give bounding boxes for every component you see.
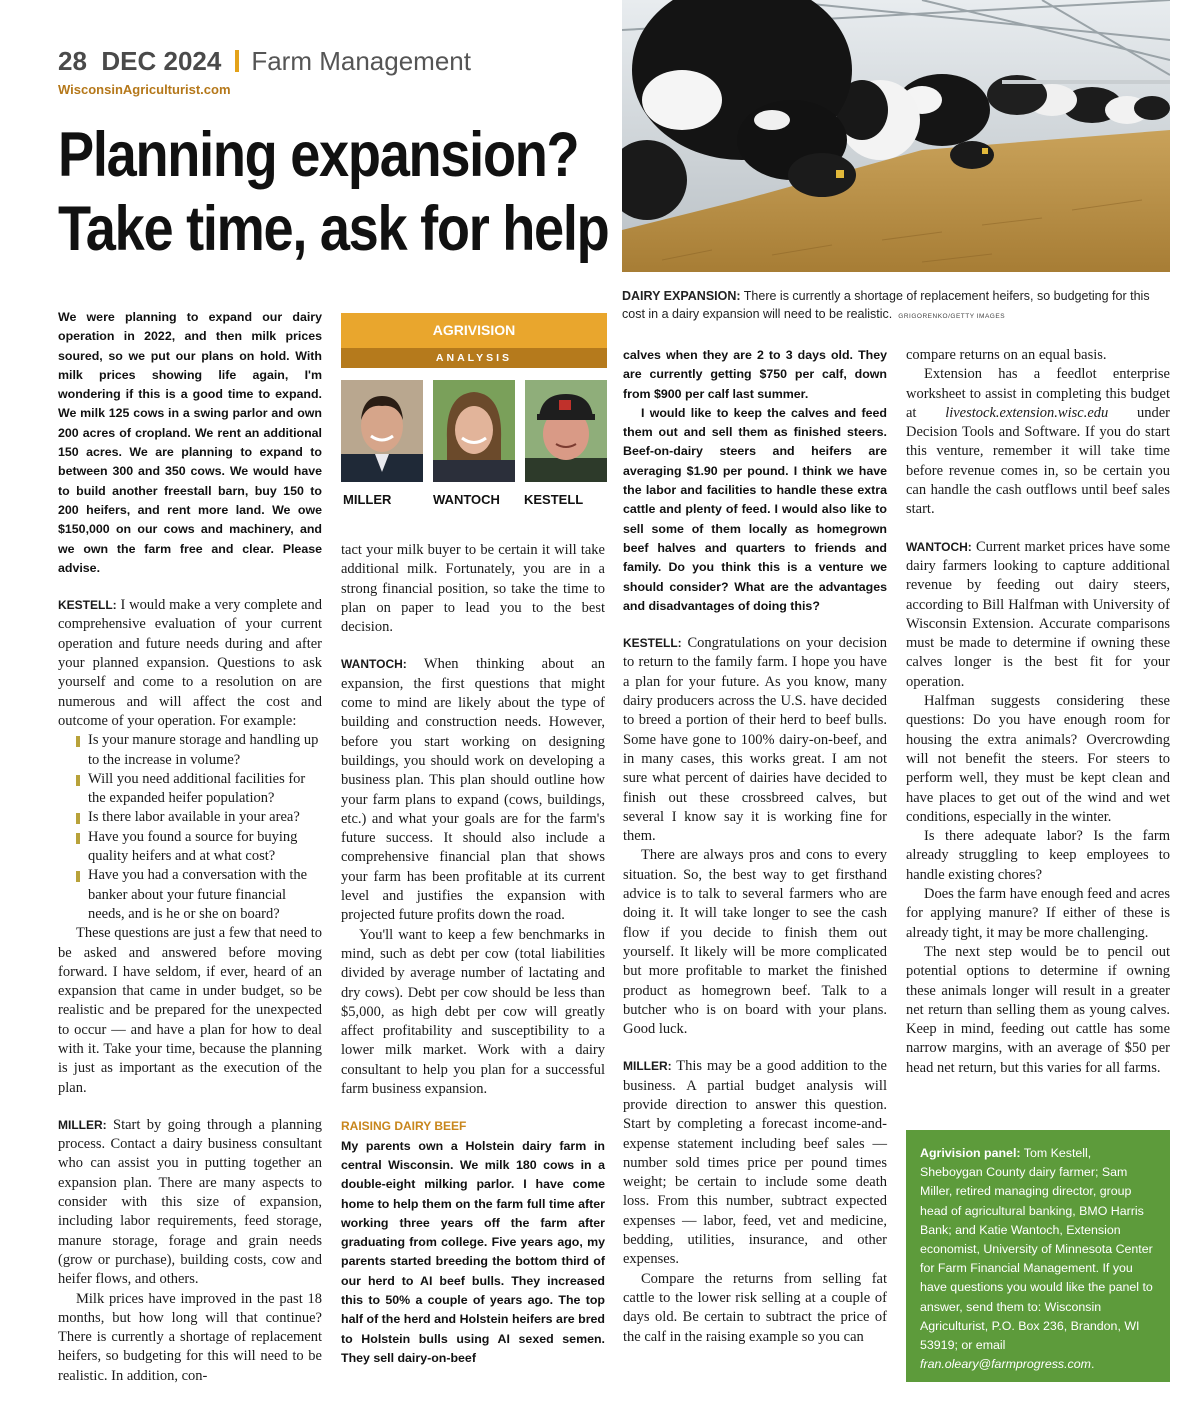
list-item: Is your manure storage and handling up to the increase in volume? xyxy=(76,731,322,770)
panelist-name-kestell: KESTELL xyxy=(524,492,584,507)
wantoch-answer-2: WANTOCH: Current market prices have some dairy farmers looking to capture additional revenue by feeding out dairy steers, according to Bill Halfman with University of Wisconsin Extension. Accurate comparisons must be made to determine if owning these calves longer is the best fit for your operation. xyxy=(906,538,1171,690)
portrait-wantoch xyxy=(433,380,515,482)
kestell-question-list xyxy=(58,731,322,924)
kestell-answer-2: KESTELL: Congratulations on your decision to return to the family farm. I hope you have a plan for your future. As you know, many dairy producers across the U.S. have decided to breed a portion of their herd to beef bulls. Some have gone to 100% dairy-on-beef, and in many cases, this works great. I am not sure what percent of dairies have decided to finish out these crossbreed calves, but several I know say it is working fine for them. xyxy=(623,635,888,845)
panel-email-link[interactable]: fran.oleary@farmprogress.com xyxy=(920,1357,1091,1372)
cows-feeding-photo xyxy=(622,0,1170,272)
page-folio xyxy=(58,46,471,77)
panel-text: Tom Kestell, Sheboygan County dairy farmer; Sam Miller, retired managing director, group head of agricultural banking, BMO Harris Bank; and Katie Wantoch, Extension economist, University of Minnesota Center for Farm Financial Management. If you have questions you would like the panel to answer, send them to: Wisconsin Agriculturist, P.O. Box 236, Brandon, WI 53919; or email xyxy=(920,1146,1153,1353)
photo-credit: GRIGORENKO/GETTY IMAGES xyxy=(898,313,1006,320)
reader-question-2-part-2: calves when they are 2 to 3 days old. They are currently getting $750 per calf, down from $900 per calf last summer. xyxy=(623,348,887,401)
miller-paragraph-2b: Compare the returns from selling fat cattle to the lower risk selling at a couple of days old. Be certain to subtract the price of the calf in the raising example so you can xyxy=(623,1270,887,1345)
reader-question-1: We were planning to expand our dairy operation in 2022, and then milk prices soured, so we put our plans on hold. With milk prices showing life again, I'm wondering if this is a good time to expand. We milk 125 cows in a swing parlor and own 200 acres of cropland. We rent an additional 150 acres. We are planning to expand to between 300 and 350 cows. We would have to build another freestall barn, buy 150 to 200 heifers, and rent more land. We owe $150,000 on our cows and machinery, and we own the farm free and clear. Please advise. xyxy=(58,310,322,575)
panelist-name-miller: MILLER xyxy=(343,492,392,507)
list-item: Will you need additional facilities for the expanded heifer population? xyxy=(76,770,322,809)
speaker-wantoch: WANTOCH: xyxy=(341,657,407,672)
speaker-kestell: KESTELL: xyxy=(623,636,682,651)
speaker-kestell: KESTELL: xyxy=(58,598,117,613)
caption-label: DAIRY EXPANSION: xyxy=(622,289,741,303)
wantoch-paragraph-2: You'll want to keep a few benchmarks in mind, such as debt per cow (total liabilities divided by average number of lactating and dry cows). Debt per cow should be less than $5,000, as high debt per cow will greatly affect profitability and susceptibility to a lower milk market. Work with a dairy consultant to help you plan for a successful farm business expansion. xyxy=(341,926,605,1098)
portrait-kestell xyxy=(525,380,607,482)
kestell-paragraph-2: These questions are just a few that need to be asked and answered before moving forward. I have seldom, if ever, heard of an expansion that came in under budget, so be realistic and be prepared for the unexpected to occur — and have a plan for how to deal with it. Take your time, because the planning is just as important as the execution of the plan. xyxy=(58,925,322,1096)
miller-continuation: tact your milk buyer to be certain it will take additional milk. Fortunately, you are in a strong financial position, so take the time to plan on paper to lead you to the best decision. xyxy=(341,542,605,636)
extension-link[interactable]: livestock.extension.wisc.edu xyxy=(945,404,1109,421)
speaker-miller: MILLER: xyxy=(623,1059,672,1074)
column-4 xyxy=(906,346,1170,1078)
page-number: 28 xyxy=(58,46,87,76)
miller-paragraph-2: Milk prices have improved in the past 18 months, but how long will that continue? There is currently a shortage of replacement heifers, so budgeting for this will need to be realistic. In addition, con- xyxy=(58,1290,322,1384)
caption-text: There is currently a shortage of replacement heifers, so budgeting for this cost in a dairy expansion will need to be realistic. xyxy=(622,289,1150,321)
miller-answer-2: MILLER: This may be a good addition to the business. A partial budget analysis will provide direction to answer this question. Start by completing a forecast income-and-expense statement including beef sales — number sold times price per pound times weight; be certain to include some death loss. From this number, subtract expected expenses — labor, feed, vet and medicine, bedding, utilities, insurance, and other expenses. xyxy=(623,1058,887,1268)
kestell-answer-1: KESTELL: I would make a very complete and comprehensive evaluation of your current operation and future needs during and after your planned expansion. Questions to ask yourself and come to a resolution on are numerous and will affect the cost and outcome of your operation. For example: xyxy=(58,597,322,729)
list-item: Is there labor available in your area? xyxy=(76,808,322,827)
wantoch-paragraph-4: Does the farm have enough feed and acres for applying manure? If either of these is already tight, it may be more challenging. xyxy=(906,886,1170,941)
headline xyxy=(58,118,609,266)
panel-label: Agrivision panel: xyxy=(920,1146,1021,1160)
folio-divider xyxy=(235,50,239,72)
reader-question-2-part-1: My parents own a Holstein dairy farm in central Wisconsin. We milk 180 cows in a double-eight milking parlor. I have come home to help them on the farm full time after working three years off the farm after graduating from college. Five years ago, my parents started breeding the bottom third of our herd to AI beef bulls. They increased this to 50% a couple of years ago. The top half of the herd and Holstein heifers are bred to Holstein bulls using AI sexed semen. They sell dairy-on-beef xyxy=(341,1138,605,1365)
wantoch-paragraph-2b: Halfman suggests considering these questions: Do you have enough room for housing the extra animals? Overcrowding will not benefit the steers. For steers to perform well, they must be kept clean and have places to get out of the wind and wet conditions, especially in the winter. xyxy=(906,693,1170,825)
list-item: Have you found a source for buying quality heifers and at what cost? xyxy=(76,828,322,867)
miller-answer-1: MILLER: Start by going through a planning process. Contact a dairy business consultant who can assist you in putting together an expansion plan. There are many aspects to consider with this size of expansion, including labor requirements, feed storage, manure storage, forage and grain needs (grow or purchase), building costs, cow and heifer flows, and others. xyxy=(58,1116,322,1288)
photo-caption xyxy=(622,287,1170,326)
site-link[interactable]: WisconsinAgriculturist.com xyxy=(58,82,231,97)
kestell-paragraph-2b: There are always pros and cons to every situation. So, the best way to get firsthand advice is to talk to several farmers who are doing it. It will take longer to see the cash flow if you decide to finish them out yourself. It likely will be more complicated but more profitable to market the finished product as homegrown beef. Talk to a butcher who is on board with your plans. Good luck. xyxy=(623,847,887,1038)
miller-paragraph-3: Extension has a feedlot enterprise worksheet to assist in completing this budget at livestock.extension.wisc.edu under Decision Tools and Software. If you do start this venture, remember it will take time before revenue comes in, so be certain you can handle the cash outflows until beef sales start. xyxy=(906,366,1170,518)
wantoch-paragraph-5: The next step would be to pencil out potential options to determine if owning these animals longer will result in a greater net return than selling them as young calves. Keep in mind, feeding out cattle has some narrow margins, with an average of $50 per head net return, but this varies for all farms. xyxy=(906,943,1170,1076)
agrivision-title: AGRIVISION xyxy=(341,313,607,348)
wantoch-answer-1: WANTOCH: When thinking about an expansion, the first questions that might come to mind are likely about the type of building and construction needs. However, before you start working on designing buildings, you should work on developing a business plan. This plan should outline how your farm plans to expand (cows, buildings, etc.) and what your goals are for the farm's future success. It should also include a comprehensive financial plan that shows your farm has been profitable at its current level and justifies the expansion with projected future profits down the road. xyxy=(341,656,605,924)
wantoch-paragraph-3: Is there adequate labor? Is the farm already struggling to keep employees to handle existing chores? xyxy=(906,828,1170,883)
section-subhead: RAISING DAIRY BEEF xyxy=(341,1119,467,1134)
portrait-miller xyxy=(341,380,423,482)
column-2 xyxy=(341,541,605,1368)
miller-continuation-2: compare returns on an equal basis. xyxy=(906,347,1107,363)
section-name: Farm Management xyxy=(251,46,471,76)
speaker-wantoch: WANTOCH: xyxy=(906,539,972,554)
agrivision-panel-box: Agrivision panel: Tom Kestell, Sheboygan County dairy farmer; Sam Miller, retired managing director, group head of agricultural banking, BMO Harris Bank; and Katie Wantoch, Extension economist, University of Minnesota Center for Farm Financial Management. If you have questions you would like the panel to answer, send them to: Wisconsin Agriculturist, P.O. Box 236, Brandon, WI 53919; or email fran.oleary@farmprogress.com. xyxy=(906,1130,1170,1382)
column-3 xyxy=(623,346,887,1347)
column-1 xyxy=(58,308,322,1386)
panelist-name-wantoch: WANTOCH xyxy=(433,492,500,507)
speaker-miller: MILLER: xyxy=(58,1117,107,1132)
list-item: Have you had a conversation with the banker about your future financial needs, and is he or she on board? xyxy=(76,866,322,924)
reader-question-2-part-3: I would like to keep the calves and feed them out and sell them as finished steers. Beef-on-dairy steers and heifers are averaging $1.90 per pound. I think we have the labor and facilities to handle these extra cattle and plenty of feed. I would also like to sell some of them locally as homegrown beef halves and quarters to friends and family. Do you think this is a venture we should consider? What are the advantages and disadvantages of doing this? xyxy=(623,405,887,613)
headline-line-1: Planning expansion? xyxy=(58,120,579,190)
headline-line-2: Take time, ask for help xyxy=(58,194,609,264)
agrivision-subtitle: ANALYSIS xyxy=(341,348,607,368)
issue-date: DEC 2024 xyxy=(101,46,222,76)
